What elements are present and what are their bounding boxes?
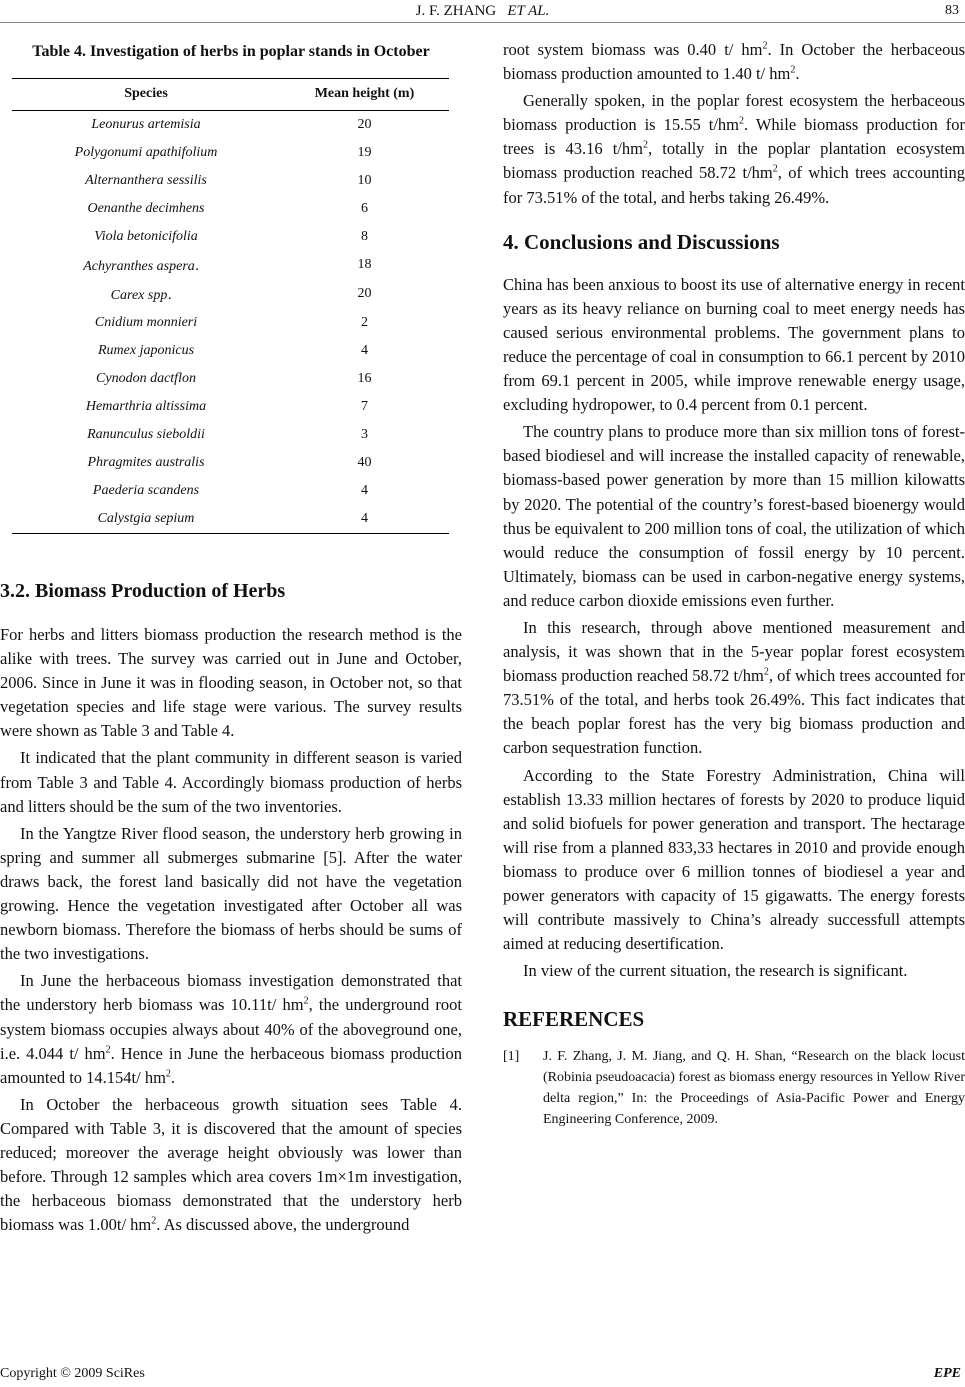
running-head-etal: ET AL. bbox=[507, 3, 550, 19]
paragraph: In the Yangtze River flood season, the understory herb growing in spring and summer all submerges submarine [5]. After the water draws back, the forest land basically did not have the vegetation growing. Hence the vegetation investigated after October all was newborn biomass. Therefore the biomass of herbs should be sums of the two investigations. bbox=[0, 823, 462, 964]
height-cell: 6 bbox=[361, 200, 368, 216]
height-cell: 7 bbox=[361, 398, 368, 414]
left-column bbox=[0, 38, 462, 1237]
paragraph: The country plans to produce more than six million tons of forest-based biodiesel and will increase the installed capacity of renewable, biomass-based power generation by more than 15 million kilowatts by 2020. The potential of the country’s forest-based bioenergy would thus be equivalent to 200 million tons of coal, the utilization of which would reduce the consumption of fossil energy by 10 percent. Ultimately, biomass can be used in carbon-negative energy systems, and reduce carbon dioxide emissions even further. bbox=[503, 422, 965, 610]
species-cell: Cynodon dactflon bbox=[96, 370, 196, 386]
reference-item bbox=[503, 1046, 965, 1130]
page-header bbox=[0, 0, 965, 22]
reference-number: [1] bbox=[503, 1049, 520, 1065]
species-cell: Carex spp． bbox=[110, 288, 182, 303]
species-cell: Leonurus artemisia bbox=[91, 116, 201, 132]
journal-name: EPE bbox=[933, 1366, 961, 1381]
running-head bbox=[0, 3, 965, 20]
table-row bbox=[12, 280, 449, 309]
table-row bbox=[12, 111, 449, 140]
height-cell: 20 bbox=[357, 286, 372, 301]
herbs-table bbox=[12, 78, 449, 534]
paragraph: In this research, through above mentioned measurement and analysis, it was shown that in the 5-year poplar forest ecosystem biomass production reached 58.72 $t/hm^2$, of which trees accounted for 73.51% of the total, and herbs took 26.49%. This fact indicates that the beach poplar forest has the very big biomass production and carbon sequestration function. bbox=[503, 617, 965, 758]
height-cell: 8 bbox=[361, 228, 368, 244]
table-header-row bbox=[12, 79, 449, 111]
height-cell: 20 bbox=[357, 116, 372, 132]
height-cell: 4 bbox=[280, 505, 449, 534]
paragraph: According to the State Forestry Administration, China will establish 13.33 million hectares of forests by 2020 to produce liquid and solid biofuels for power generation and transport. The hectarage will rise from a planned 833,33 hectares in 2010 and provide enough biomass to produce over 6 million tonnes of biodiesel a year and power generators with capacity of 15 gigawatts. The energy forests will contribute massively to China’s already successfull attempts aimed at reducing desertification. bbox=[503, 765, 965, 954]
species-cell: Polygonumi apathifolium bbox=[74, 144, 218, 160]
table-row bbox=[12, 251, 449, 280]
table-row bbox=[12, 477, 449, 505]
species-cell: Achyranthes aspera． bbox=[83, 259, 209, 274]
table-row bbox=[12, 505, 449, 534]
reference-text: J. F. Zhang, J. M. Jiang, and Q. H. Shan, “Research on the black locust (Robinia pseudoacacia) forest as biomass energy resources in Yellow River delta region,” In: the Proceedings of Asia-Pacific Power and Energy Engineering Conference, 2009. bbox=[543, 1049, 965, 1128]
height-cell: 2 bbox=[361, 314, 368, 330]
table-row bbox=[12, 393, 449, 421]
species-cell: Phragmites australis bbox=[87, 454, 205, 470]
table-row bbox=[12, 195, 449, 223]
table-row bbox=[12, 167, 449, 195]
paragraph: For herbs and litters biomass production the research method is the alike with trees. The survey was carried out in June and October, 2006. Since in June it was in flooding season, in October not, so that vegetation species and life stage were various. The survey results were shown as Table 3 and Table 4. bbox=[0, 625, 462, 741]
table-row bbox=[12, 365, 449, 393]
section-heading: 3.2. Biomass Production of Herbs bbox=[0, 580, 286, 602]
header-rule bbox=[0, 22, 965, 23]
right-column bbox=[503, 38, 965, 1130]
paragraph: China has been anxious to boost its use of alternative energy in recent years as its heavy reliance on burning coal to meet energy needs has caused serious environmental problems. The government plans to reduce the percentage of coal in consumption to 66.1 percent by 2010 from 69.1 percent in 2005, while improve renewable energy usage, excluding hydropower, to 0.4 percent from 0.1 percent. bbox=[503, 274, 965, 415]
height-column-header: Mean height (m) bbox=[280, 79, 449, 111]
height-cell: 18 bbox=[357, 257, 372, 272]
height-cell: 3 bbox=[361, 426, 368, 442]
paragraph: It indicated that the plant community in different season is varied from Table 3 and Table 4. Accordingly biomass production of herbs and litters should be the sum of the two inventories. bbox=[0, 748, 462, 816]
paragraph: Generally spoken, in the poplar forest ecosystem the herbaceous biomass production is 15.55 $t/hm^2$. While biomass production for trees is 43.16 $t/hm^2$, totally in the poplar plantation ecosystem biomass production reached 58.72 $t/hm^2$, of which trees accounting for 73.51% of the total, and herbs taking 26.49%. bbox=[503, 91, 965, 207]
paragraph: In June the herbaceous biomass investigation demonstrated that the understory herb biomass was 10.11t/ $hm^2$, the underground root system biomass occupies always about 40% of the aboveground one, i.e. 4.044 t/ $hm^2$. Hence in June the herbaceous biomass production amounted to 14.154t/ $hm^2$. bbox=[0, 971, 462, 1087]
paragraph: In view of the current situation, the research is significant. bbox=[523, 961, 908, 981]
table-row bbox=[12, 337, 449, 365]
species-cell: Paederia scandens bbox=[92, 482, 200, 498]
species-cell: Calystgia sepium bbox=[12, 505, 280, 534]
table-row bbox=[12, 223, 449, 251]
table-body bbox=[12, 111, 449, 534]
table-caption: Table 4. Investigation of herbs in poplar stands in October bbox=[32, 43, 430, 60]
height-cell: 40 bbox=[357, 454, 372, 470]
height-cell: 16 bbox=[357, 370, 372, 386]
species-column-header: Species bbox=[12, 79, 280, 111]
height-cell: 10 bbox=[357, 172, 372, 188]
height-cell: 4 bbox=[361, 482, 368, 498]
species-cell: Hemarthria altissima bbox=[85, 398, 207, 414]
height-cell: 4 bbox=[361, 342, 368, 358]
references-heading: REFERENCES bbox=[503, 1007, 645, 1032]
paragraph: In October the herbaceous growth situation sees Table 4. Compared with Table 3, it is discovered that the amount of species reduced; moreover the average height obviously was lower than before. Through 12 samples which area covers 1m×1m investigation, the herbaceous biomass demonstrated that the understory herb biomass was 1.00t/ $hm^2$. As discussed above, the underground bbox=[0, 1094, 462, 1235]
table-row bbox=[12, 139, 449, 167]
species-cell: Alternanthera sessilis bbox=[85, 172, 207, 188]
table-row bbox=[12, 421, 449, 449]
table-row bbox=[12, 309, 449, 337]
species-cell: Oenanthe decimhens bbox=[87, 200, 205, 216]
section-heading: 4. Conclusions and Discussions bbox=[503, 229, 780, 254]
species-cell: Ranunculus sieboldii bbox=[87, 426, 205, 442]
copyright: Copyright © 2009 SciRes bbox=[0, 1366, 145, 1381]
species-cell: Cnidium monnieri bbox=[94, 314, 198, 330]
table-row bbox=[12, 449, 449, 477]
page-number: 83 bbox=[945, 3, 959, 18]
paragraph-continued: root system biomass was 0.40 t/ $hm^2$. In October the herbaceous biomass production amounted to 1.40 t/ $hm^2$. bbox=[503, 40, 965, 84]
height-cell: 19 bbox=[357, 144, 372, 160]
species-cell: Rumex japonicus bbox=[97, 342, 195, 358]
species-cell: Viola betonicifolia bbox=[94, 228, 198, 244]
running-head-authors: J. F. ZHANG bbox=[415, 3, 497, 19]
